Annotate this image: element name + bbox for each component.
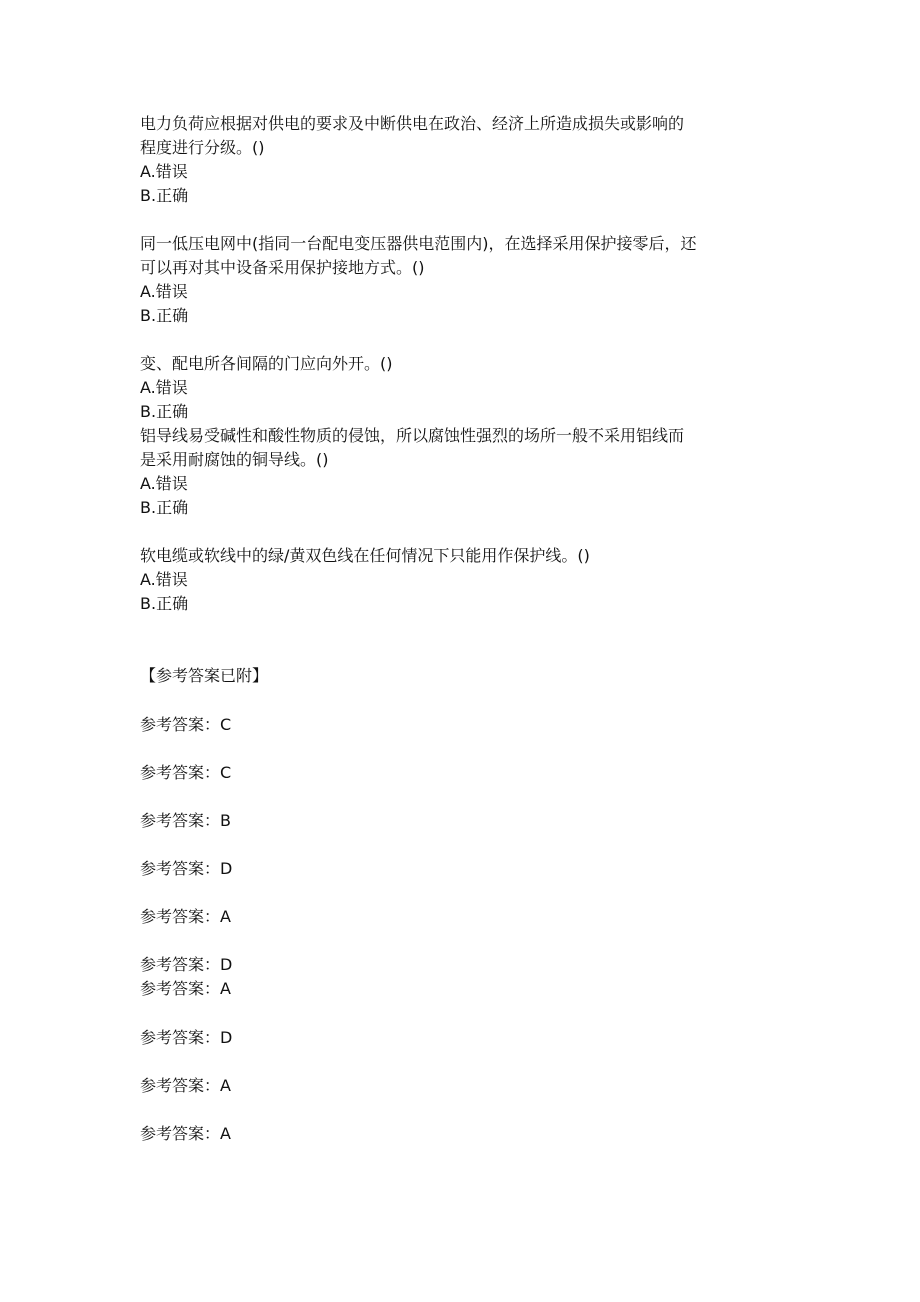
answer-7: 参考答案：A <box>140 979 231 998</box>
answer-9: 参考答案：A <box>140 1076 231 1095</box>
answer-3: 参考答案：B <box>140 811 231 830</box>
question-1-option-b: B.正确 <box>140 186 189 205</box>
question-1-text-line-2: 程度进行分级。() <box>140 138 265 157</box>
question-3-text-line-1: 变、配电所各间隔的门应向外开。() <box>140 354 393 373</box>
answer-2: 参考答案：C <box>140 763 232 782</box>
question-4-option-a: A.错误 <box>140 474 188 493</box>
answer-1: 参考答案：C <box>140 715 232 734</box>
question-4-text-line-2: 是采用耐腐蚀的铜导线。() <box>140 450 329 469</box>
question-4-text-line-1: 铝导线易受碱性和酸性物质的侵蚀，所以腐蚀性强烈的场所一般不采用铝线而 <box>140 426 685 445</box>
answers-heading: 【参考答案已附】 <box>140 666 269 685</box>
answer-5: 参考答案：A <box>140 907 231 926</box>
question-4-option-b: B.正确 <box>140 498 189 517</box>
question-3-option-a: A.错误 <box>140 378 188 397</box>
question-2-option-a: A.错误 <box>140 282 188 301</box>
question-3-option-b: B.正确 <box>140 402 189 421</box>
answer-8: 参考答案：D <box>140 1028 233 1047</box>
question-5-text-line-1: 软电缆或软线中的绿/黄双色线在任何情况下只能用作保护线。() <box>140 546 590 565</box>
question-2-option-b: B.正确 <box>140 306 189 325</box>
question-5-option-b: B.正确 <box>140 594 189 613</box>
question-2-text-line-1: 同一低压电网中(指同一台配电变压器供电范围内)，在选择采用保护接零后，还 <box>140 234 697 253</box>
answer-10: 参考答案：A <box>140 1124 231 1143</box>
question-5-option-a: A.错误 <box>140 570 188 589</box>
question-2-text-line-2: 可以再对其中设备采用保护接地方式。() <box>140 258 425 277</box>
question-1-option-a: A.错误 <box>140 162 188 181</box>
question-1-text-line-1: 电力负荷应根据对供电的要求及中断供电在政治、经济上所造成损失或影响的 <box>140 114 685 133</box>
answer-4: 参考答案：D <box>140 859 233 878</box>
answer-6: 参考答案：D <box>140 955 233 974</box>
